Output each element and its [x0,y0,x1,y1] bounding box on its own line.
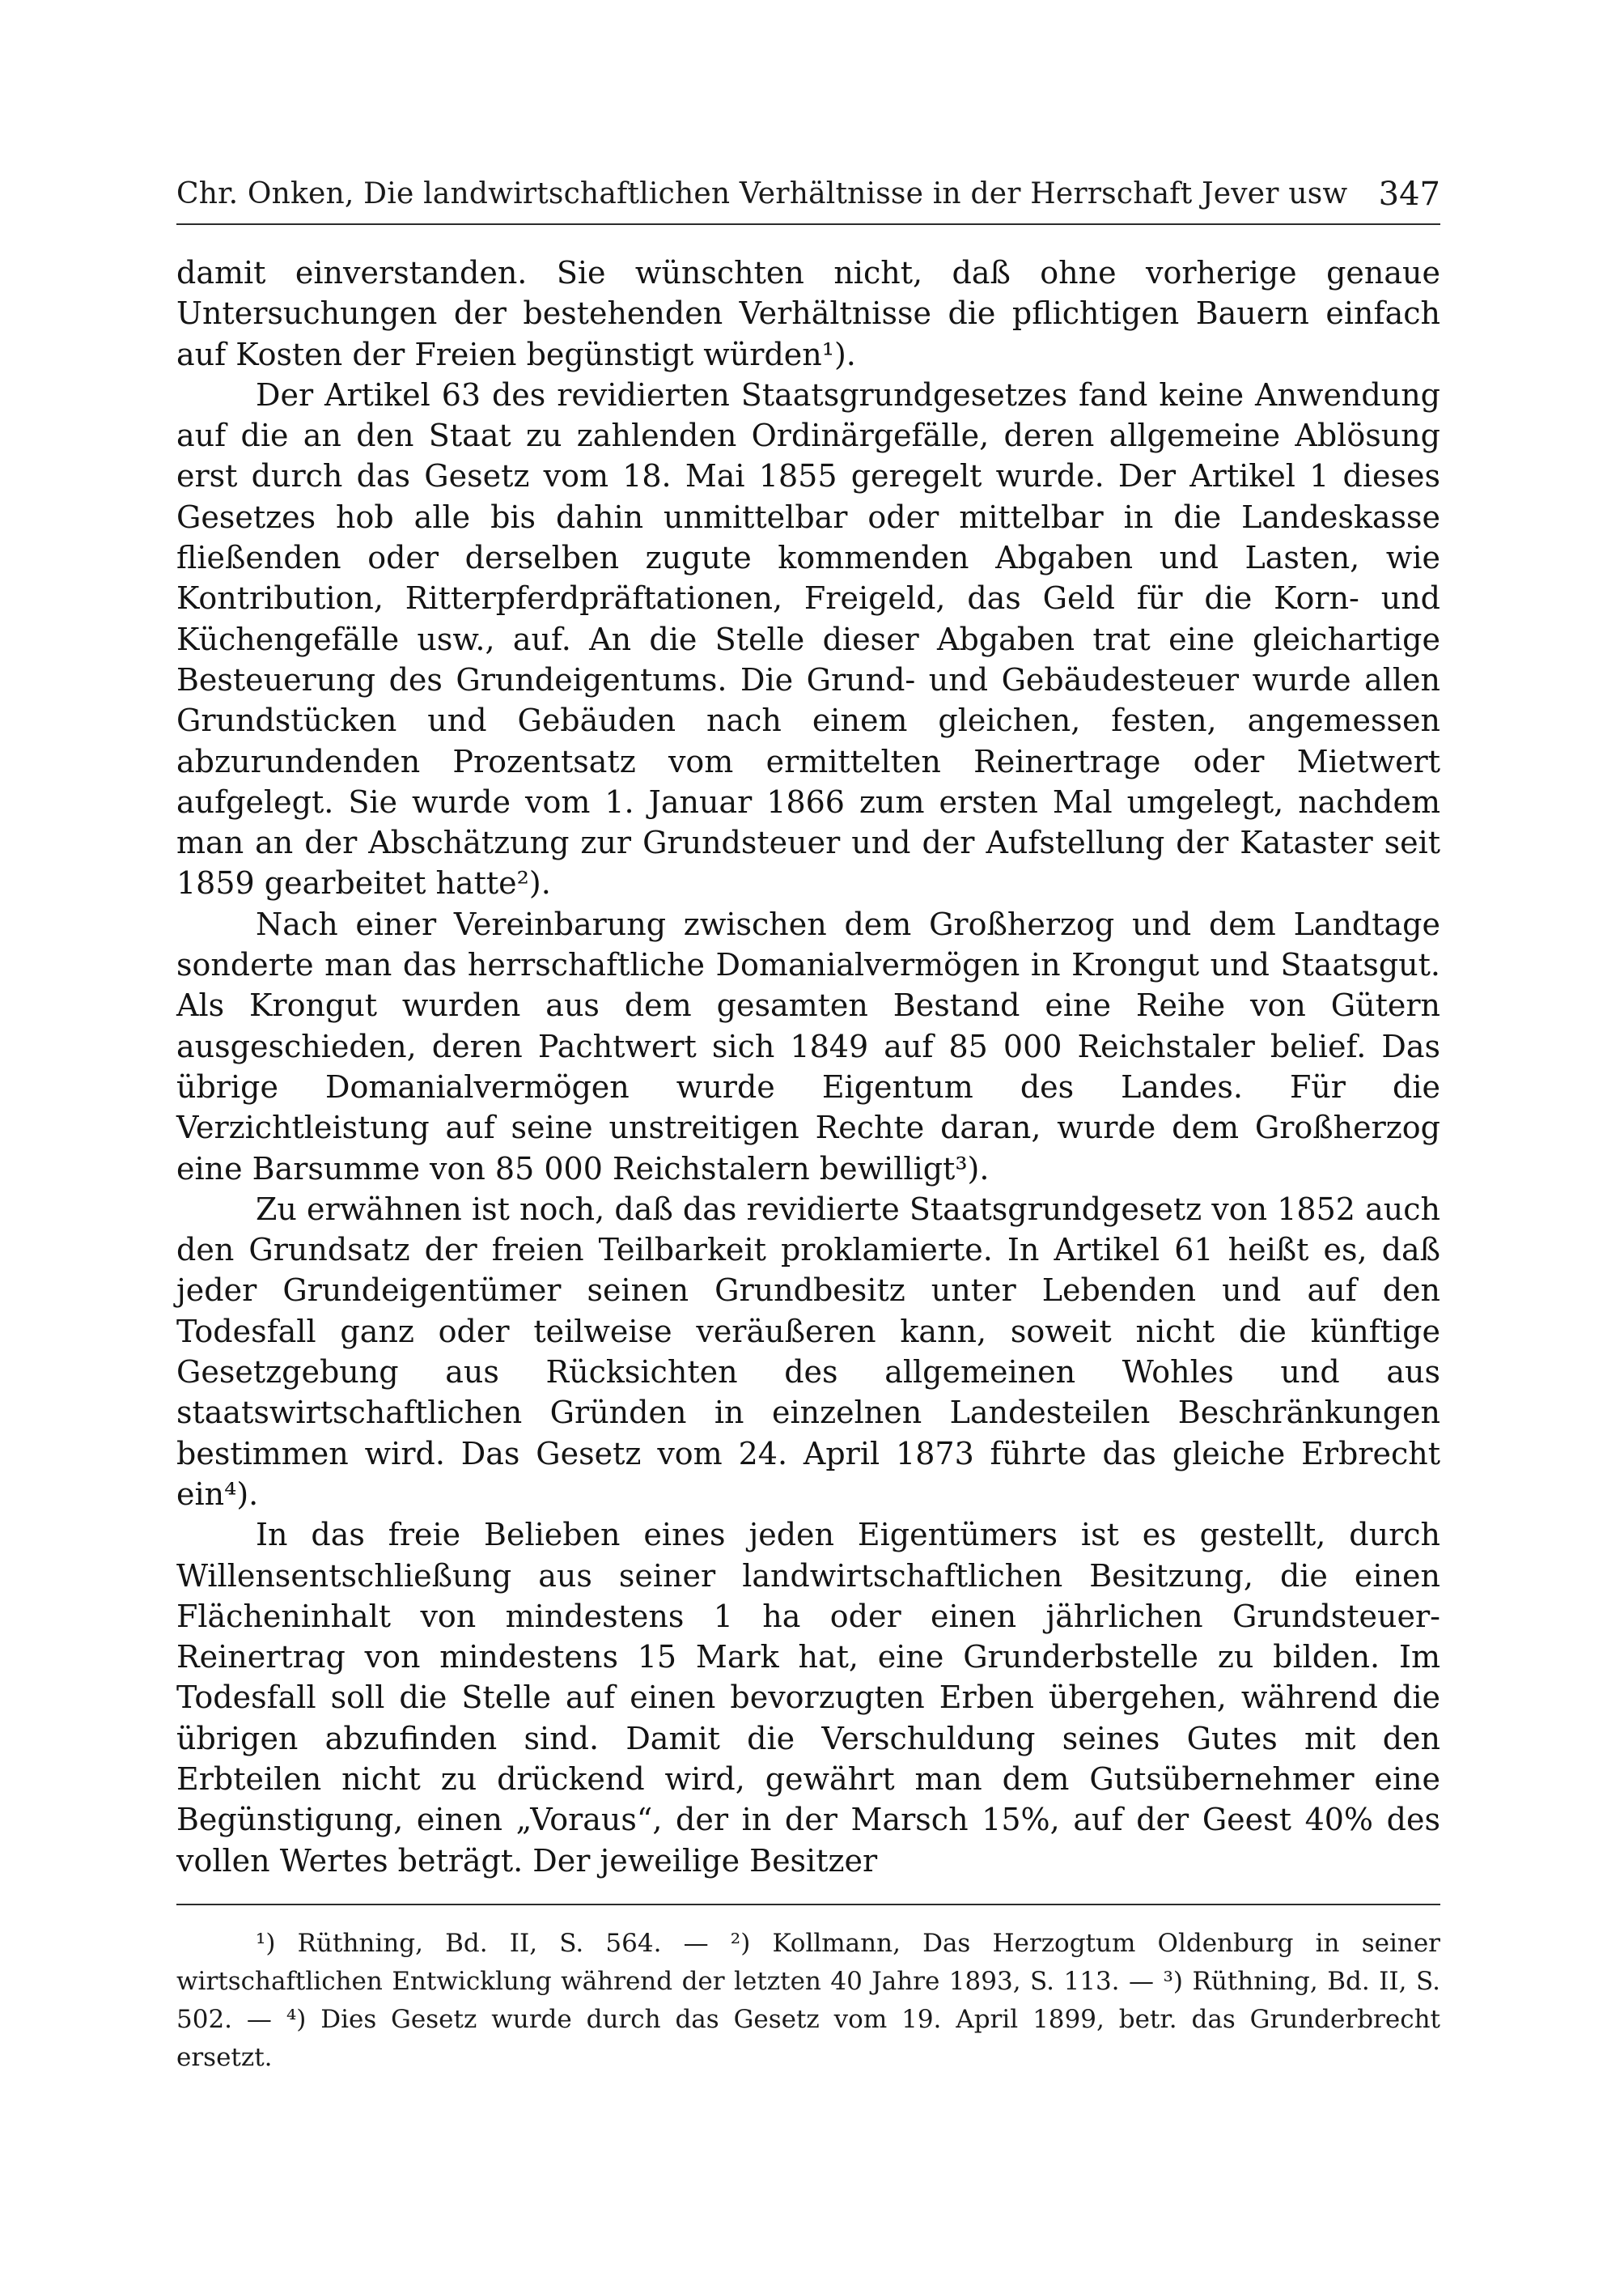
paragraph-1: damit einverstanden. Sie wünschten nicht, daß ohne vorherige genaue Untersuchungen der bestehenden Verhältnisse die pflichtigen Bauern einfach auf Kosten der Freien begünstigt würden¹). [176,255,1440,372]
page-number: 347 [1378,176,1440,213]
running-title: Chr. Onken, Die landwirtschaftlichen Verhältnisse in der Herrschaft Jever usw [176,177,1348,210]
paragraph-3: Nach einer Vereinbarung zwischen dem Großherzog und dem Landtage sonderte man das herrschaftliche Domanialvermögen in Krongut und Staatsgut. Als Krongut wurden aus dem gesamten Bestand eine Reihe von Gütern ausgeschieden, deren Pachtwert sich 1849 auf 85 000 Reichstaler belief. Das übrige Domanialvermögen wurde Eigentum des Landes. Für die Verzichtleistung auf seine unstreitigen Rechte daran, wurde dem Großherzog eine Barsumme von 85 000 Reichstalern bewilligt³). [176,906,1440,1187]
header-rule [176,223,1440,225]
footnotes [176,1925,1440,2077]
paragraph-2: Der Artikel 63 des revidierten Staatsgrundgesetzes fand keine Anwendung auf die an den Staat zu zahlenden Ordinärgefälle, deren allgemeine Ablösung erst durch das Gesetz vom 18. Mai 1855 geregelt wurde. Der Artikel 1 dieses Gesetzes hob alle bis dahin unmittelbar oder mittelbar in die Landeskasse fließenden oder derselben zugute kommenden Abgaben und Lasten, wie Kontribution, Ritterpferdpräftationen, Freigeld, das Geld für die Korn- und Küchengefälle usw., auf. An die Stelle dieser Abgaben trat eine gleichartige Besteuerung des Grundeigentums. Die Grund- und Gebäudesteuer wurde allen Grundstücken und Gebäuden nach einem gleichen, festen, angemessen abzurundenden Prozentsatz vom ermittelten Reinertrage oder Mietwert aufgelegt. Sie wurde vom 1. Januar 1866 zum ersten Mal umgelegt, nachdem man an der Abschätzung zur Grundsteuer und der Aufstellung der Kataster seit 1859 gearbeitet hatte²). [176,376,1440,902]
paragraph-5: In das freie Belieben eines jeden Eigentümers ist es gestellt, durch Willensentschließung aus seiner landwirtschaftlichen Besitzung, die einen Flächeninhalt von mindestens 1 ha oder einen jährlichen Grundsteuer-Reinertrag von mindestens 15 Mark hat, eine Grunderbstelle zu bilden. Im Todesfall soll die Stelle auf einen bevorzugten Erben übergehen, während die übrigen abzufinden sind. Damit die Verschuldung seines Gutes mit den Erbteilen nicht zu drückend wird, gewährt man dem Gutsübernehmer eine Begünstigung, einen „Voraus“, der in der Marsch 15%, auf der Geest 40% des vollen Wertes beträgt. Der jeweilige Besitzer [176,1517,1440,1879]
footnote-text: ¹) Rüthning, Bd. II, S. 564. — ²) Kollmann, Das Herzogtum Oldenburg in seiner wirtschaftlichen Entwicklung während der letzten 40 Jahre 1893, S. 113. — ³) Rüthning, Bd. II, S. 502. — ⁴) Dies Gesetz wurde durch das Gesetz vom 19. April 1899, betr. das Grunderbrecht ersetzt. [176,1929,1440,2072]
footnote-rule [176,1904,1440,1905]
running-header [176,172,1440,217]
paragraph-4: Zu erwähnen ist noch, daß das revidierte Staatsgrundgesetz von 1852 auch den Grundsatz der freien Teilbarkeit proklamierte. In Artikel 61 heißt es, daß jeder Grundeigentümer seinen Grundbesitz unter Lebenden und auf den Todesfall ganz oder teilweise veräußeren kann, soweit nicht die künftige Gesetzgebung aus Rücksichten des allgemeinen Wohles und aus staatswirtschaftlichen Gründen in einzelnen Landesteilen Beschränkungen bestimmen wird. Das Gesetz vom 24. April 1873 führte das gleiche Erbrecht ein⁴). [176,1191,1440,1512]
body-text [176,253,1440,1881]
